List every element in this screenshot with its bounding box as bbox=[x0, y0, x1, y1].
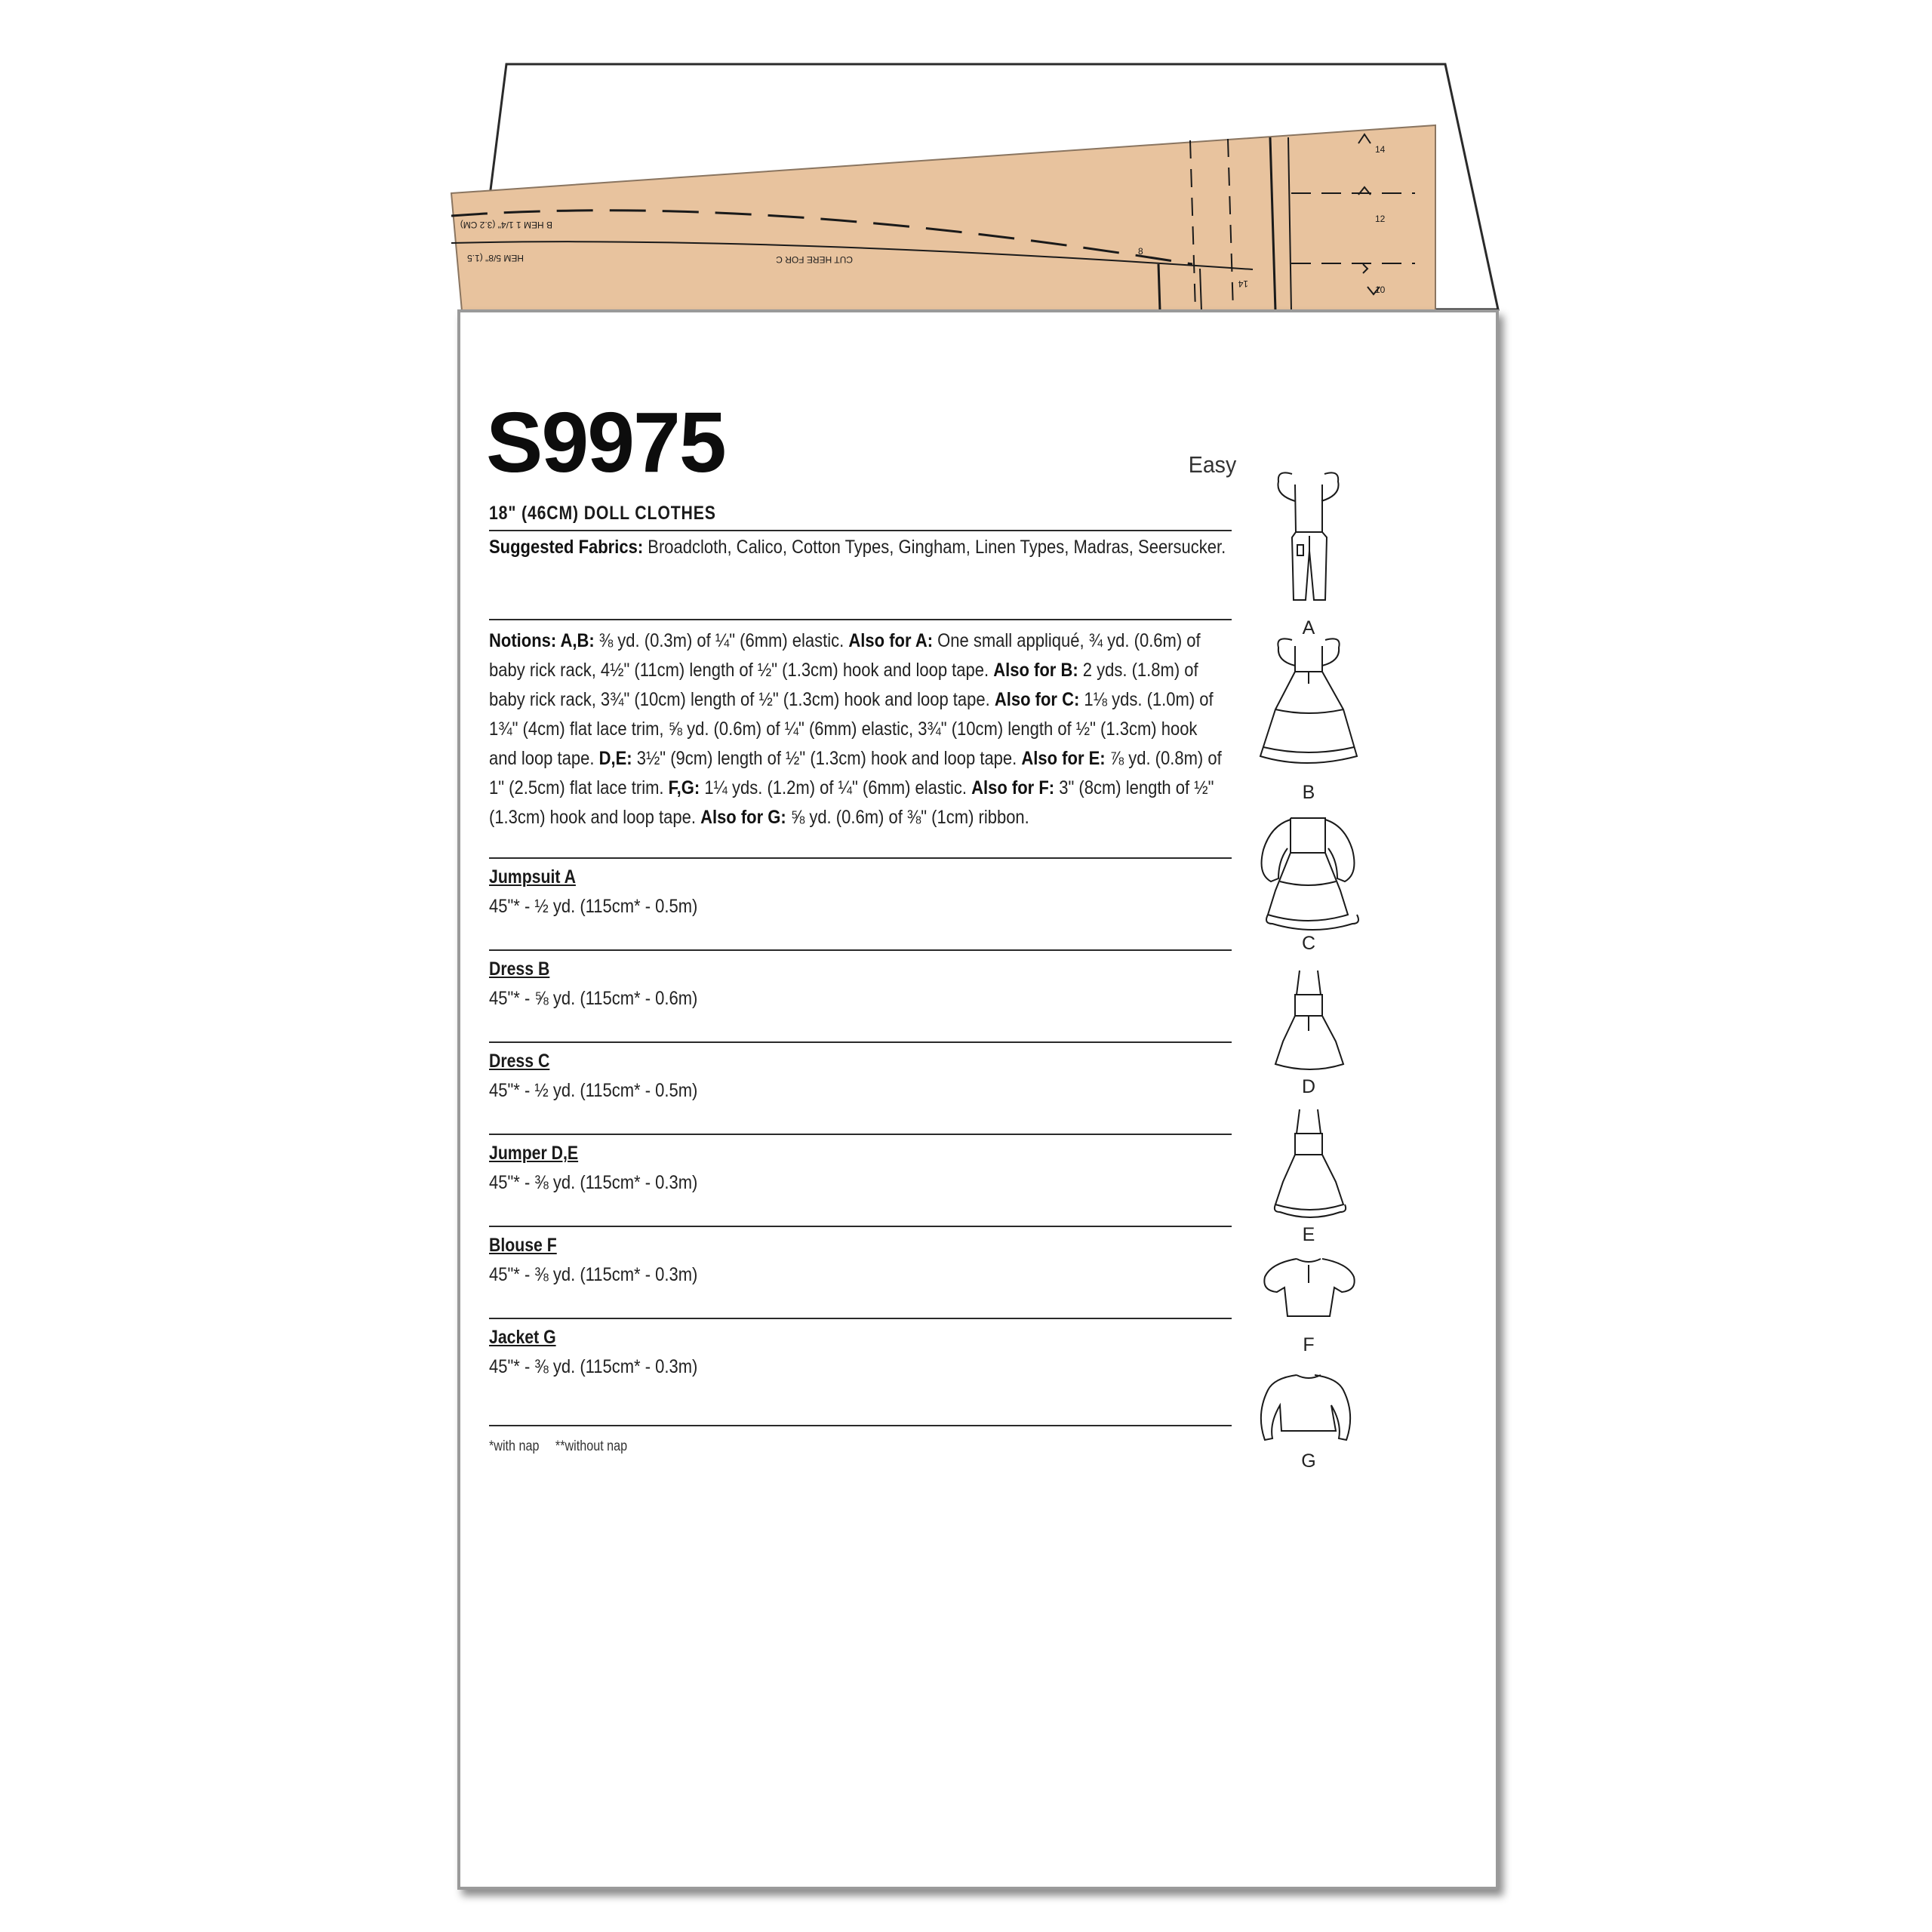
tissue-number-14-lower: 14 bbox=[1238, 278, 1248, 289]
view-label-b: B bbox=[1302, 782, 1315, 803]
notions-label: Also for B: bbox=[993, 660, 1078, 681]
view-title: Jumpsuit A bbox=[489, 866, 576, 888]
notions-label: Also for E: bbox=[1021, 748, 1106, 769]
fabrics-text: Broadcloth, Calico, Cotton Types, Gingham, Linen Types, Madras, Seersucker. bbox=[648, 537, 1226, 558]
dress-b-illustration bbox=[1260, 638, 1357, 763]
view-label-e: E bbox=[1302, 1224, 1315, 1245]
notions-text: 1¼ yds. (1.2m) of ¼" (6mm) elastic. bbox=[704, 777, 968, 798]
blouse-f-illustration bbox=[1264, 1259, 1354, 1316]
difficulty-label: Easy bbox=[1188, 451, 1237, 478]
pattern-number: S9975 bbox=[486, 395, 725, 490]
view-title: Dress C bbox=[489, 1051, 550, 1072]
notions-label: Notions: A,B: bbox=[489, 630, 595, 651]
tissue-marking-hem: HEM 5/8" (1.5 bbox=[467, 253, 524, 263]
notions-label: Also for C: bbox=[994, 689, 1080, 710]
notions-label: F,G: bbox=[668, 777, 700, 798]
view-label-d: D bbox=[1301, 1076, 1316, 1097]
view-yardage: 45"* - ½ yd. (115cm* - 0.5m) bbox=[489, 896, 698, 917]
view-label-c: C bbox=[1301, 933, 1316, 954]
view-title: Jumper D,E bbox=[489, 1143, 579, 1164]
notions-text: ⅝ yd. (0.6m) of ⅜" (1cm) ribbon. bbox=[790, 807, 1029, 828]
notions-label: Also for F: bbox=[971, 777, 1055, 798]
view-yardage: 45"* - ⅜ yd. (115cm* - 0.3m) bbox=[489, 1356, 698, 1377]
tissue-number-8: 8 bbox=[1138, 246, 1143, 257]
fabrics-label: Suggested Fabrics: bbox=[489, 537, 644, 558]
notions-text: 3" (8cm) length of ½" (1.3cm) hook and loop tape. bbox=[489, 777, 1214, 828]
tissue-number-12: 12 bbox=[1375, 214, 1386, 224]
tissue-marking-cut-here: CUT HERE FOR C bbox=[776, 254, 853, 265]
notions-text: ⅞ yd. (0.8m) of 1" (2.5cm) flat lace trim. bbox=[489, 748, 1222, 798]
view-label-a: A bbox=[1302, 617, 1315, 638]
footnote-without-nap: **without nap bbox=[555, 1438, 628, 1454]
notions-text: 1⅛ yds. (1.0m) of 1¾" (4cm) flat lace trim, ⅝ yd. (0.6m) of ¼" (6mm) elastic, 3¾" (10cm) length of ½" (1.3cm) hook and loop tape. bbox=[489, 689, 1214, 769]
notions-label: Also for G: bbox=[700, 807, 786, 828]
tissue-number-10: 10 bbox=[1375, 285, 1386, 295]
jacket-g-illustration bbox=[1261, 1375, 1350, 1440]
jumpsuit-a-illustration bbox=[1278, 472, 1338, 600]
jumper-e-illustration bbox=[1275, 1109, 1346, 1217]
view-yardage: 45"* - ½ yd. (115cm* - 0.5m) bbox=[489, 1080, 698, 1101]
tissue-marking-b-hem: B HEM 1 1/4" (3.2 CM) bbox=[460, 220, 552, 230]
notions-text: 2 yds. (1.8m) of baby rick rack, 3¾" (10cm) length of ½" (1.3cm) hook and loop tape. bbox=[489, 660, 1198, 710]
view-yardage: 45"* - ⅜ yd. (115cm* - 0.3m) bbox=[489, 1172, 698, 1193]
notions-text: 3½" (9cm) length of ½" (1.3cm) hook and loop tape. bbox=[636, 748, 1017, 769]
notions-label: D,E: bbox=[598, 748, 632, 769]
notions-label: Also for A: bbox=[848, 630, 934, 651]
dress-c-illustration bbox=[1262, 818, 1358, 930]
tissue-number-14: 14 bbox=[1375, 144, 1386, 155]
view-yardage: 45"* - ⅜ yd. (115cm* - 0.3m) bbox=[489, 1264, 698, 1285]
footnote-with-nap: *with nap bbox=[489, 1438, 540, 1454]
pattern-subtitle: 18" (46CM) DOLL CLOTHES bbox=[489, 503, 716, 524]
view-title: Jacket G bbox=[489, 1327, 556, 1348]
view-title: Blouse F bbox=[489, 1235, 557, 1256]
jumper-d-illustration bbox=[1275, 971, 1343, 1069]
notions-text: One small appliqué, ¾ yd. (0.6m) of baby rick rack, 4½" (11cm) length of ½" (1.3cm) hook and loop tape. bbox=[489, 630, 1201, 681]
view-label-g: G bbox=[1301, 1451, 1316, 1472]
view-label-f: F bbox=[1303, 1334, 1315, 1355]
view-yardage: 45"* - ⅝ yd. (115cm* - 0.6m) bbox=[489, 988, 698, 1009]
view-title: Dress B bbox=[489, 958, 550, 980]
notions-text: ⅜ yd. (0.3m) of ¼" (6mm) elastic. bbox=[598, 630, 844, 651]
